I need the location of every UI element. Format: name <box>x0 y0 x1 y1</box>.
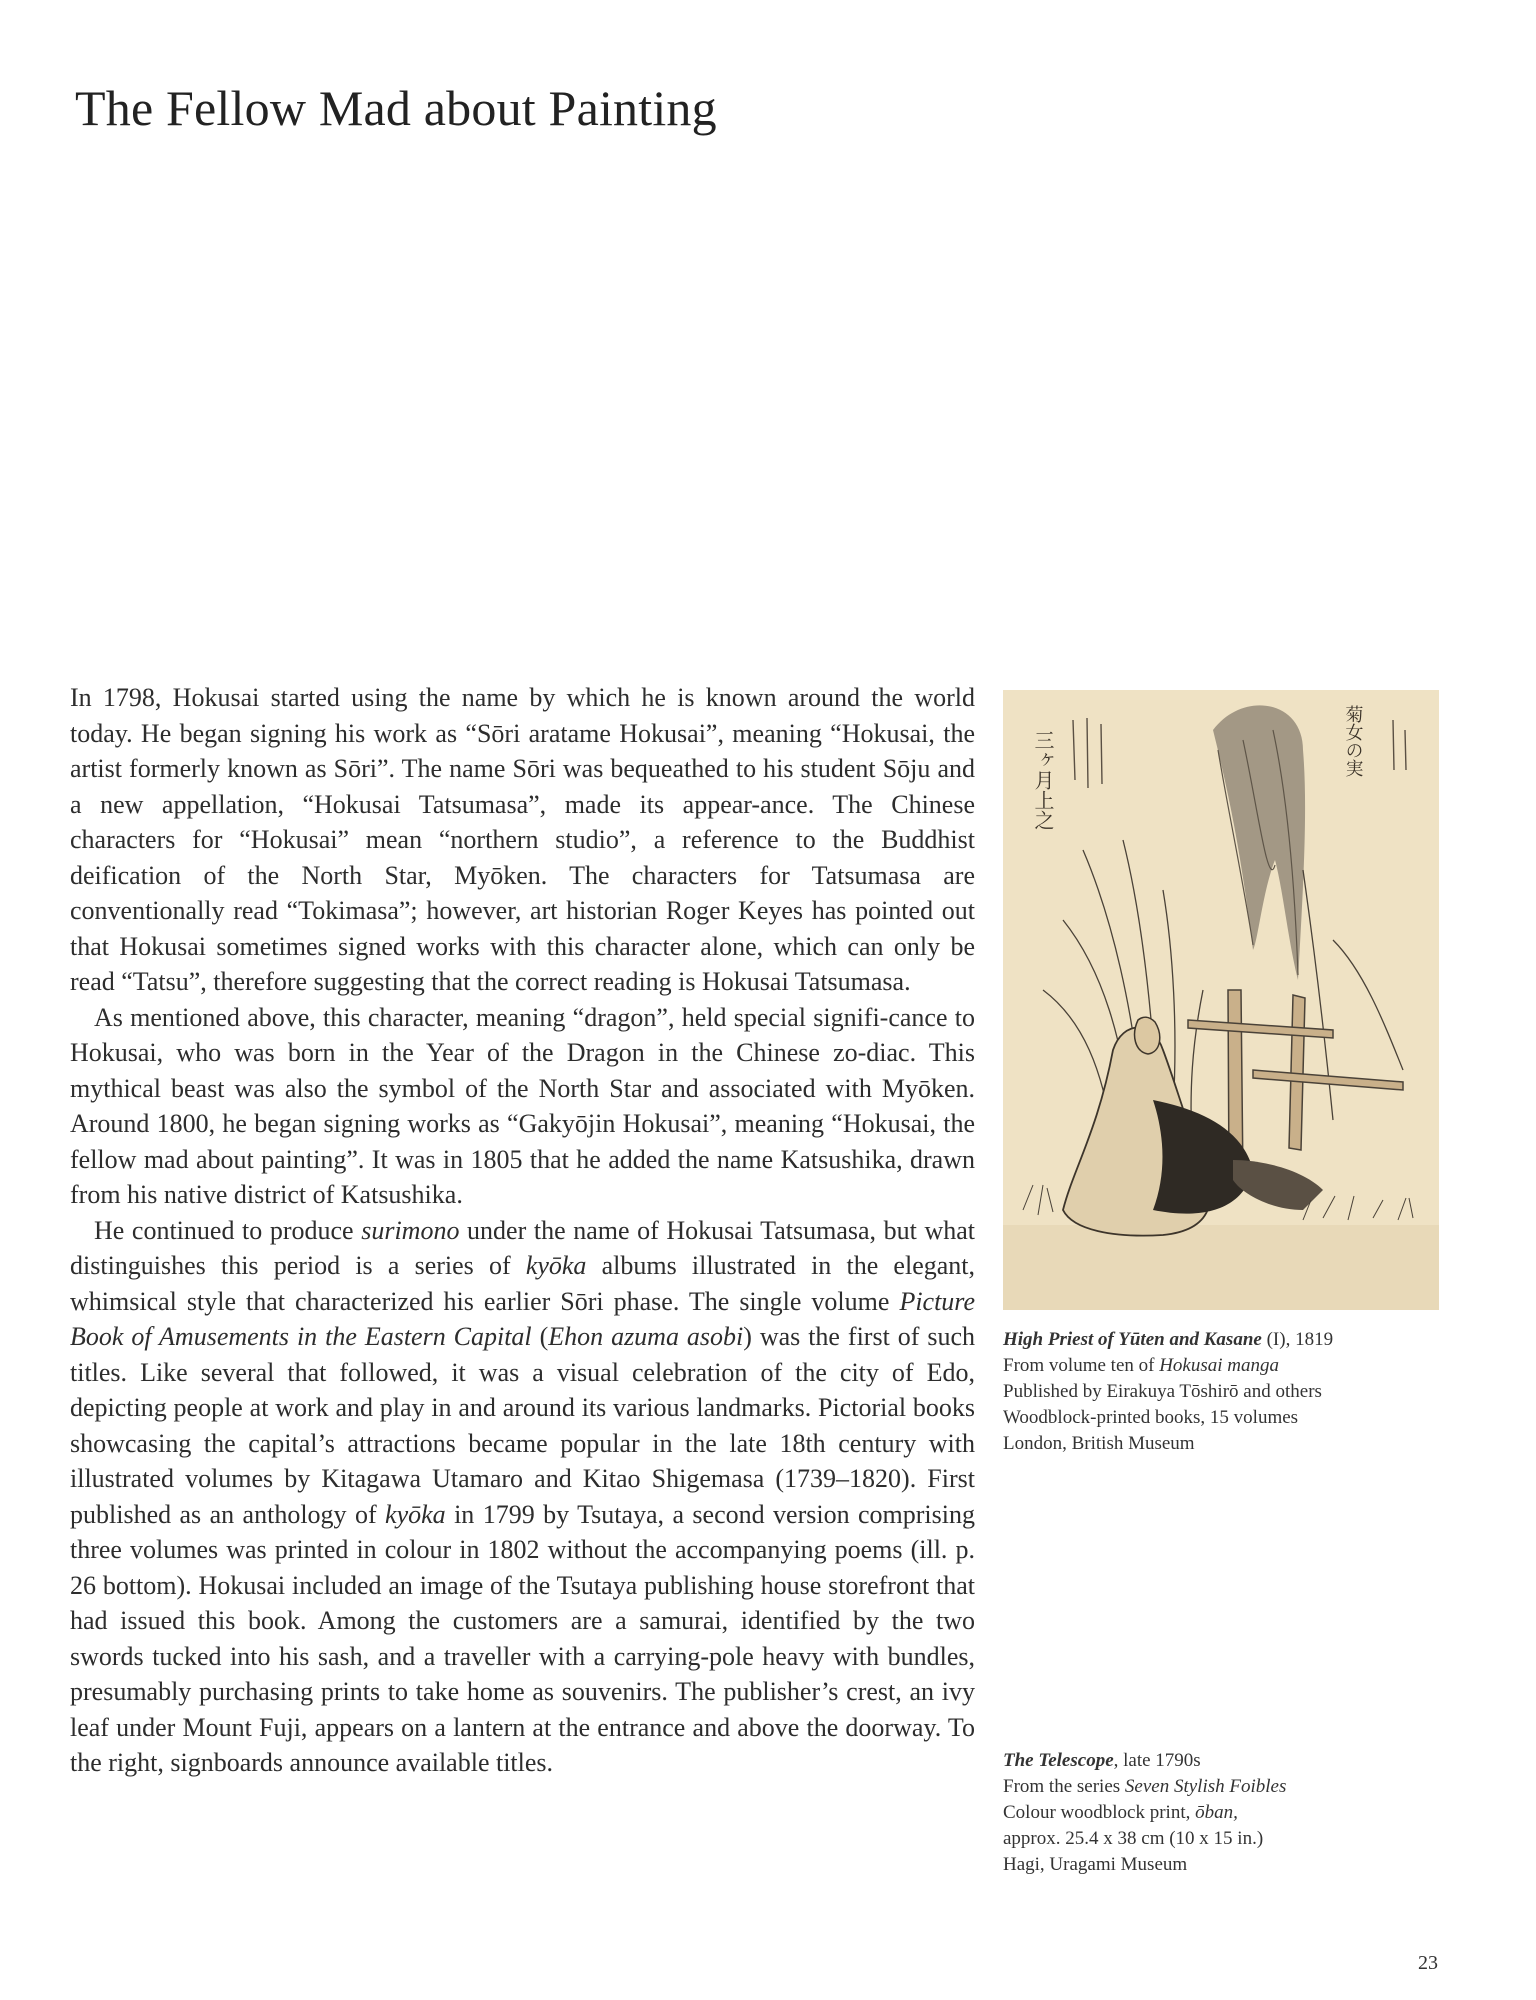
paragraph-3-italic: Ehon azuma asobi <box>548 1322 744 1351</box>
paragraph-3-italic: kyōka <box>525 1251 587 1280</box>
body-text <box>70 680 975 1781</box>
page-number: 23 <box>1418 1952 1438 1974</box>
caption-high-priest <box>1003 1327 1443 1457</box>
caption-date: (I), 1819 <box>1261 1329 1334 1350</box>
caption-medium-line <box>1003 1800 1443 1826</box>
caption-italic: ōban, <box>1195 1802 1238 1823</box>
caption-dimensions: approx. 25.4 x 38 cm (10 x 15 in.) <box>1003 1828 1264 1849</box>
page-title: The Fellow Mad about Painting <box>75 80 717 136</box>
caption-text: From volume ten of <box>1003 1355 1160 1376</box>
caption-collection: London, British Museum <box>1003 1433 1195 1454</box>
caption-publisher: Published by Eirakuya Tōshirō and others <box>1003 1381 1322 1402</box>
caption-text: From the series <box>1003 1776 1125 1797</box>
inscription-right: 菊女の実 <box>1342 705 1364 777</box>
caption-series-line <box>1003 1774 1443 1800</box>
caption-title-line <box>1003 1327 1443 1353</box>
caption-collection: Hagi, Uragami Museum <box>1003 1854 1188 1875</box>
paragraph-1: In 1798, Hokusai started using the name by which he is known around the world today. He began signing his work as “Sōri aratame Hokusai”, meaning “Hokusai, the artist formerly known as Sōri”. The name Sōri was bequeathed to his student Sōju and a new appellation, “Hokusai Tatsumasa”, made its appear-ance. The Chinese characters for “Hokusai” mean “northern studio”, a reference to the Buddhist deification of the North Star, Myōken. The characters for Tatsumasa are conventionally read “Tokimasa”; however, art historian Roger Keyes has pointed out that Hokusai sometimes signed works with this character alone, which can only be read “Tatsu”, therefore suggesting that the correct reading is Hokusai Tatsumasa. <box>70 683 975 996</box>
paragraph-2: As mentioned above, this character, meaning “dragon”, held special signifi-cance to Hokusai, who was born in the Year of the Dragon in the Chinese zo-diac. This mythical beast was also the symbol of the North Star and associated with Myōken. Around 1800, he began signing works as “Gakyōjin Hokusai”, meaning “Hokusai, the fellow mad about painting”. It was in 1805 that he added the name Katsushika, drawn from his native district of Katsushika. <box>70 1002 975 1209</box>
caption-text: Colour woodblock print, <box>1003 1802 1196 1823</box>
caption-title: The Telescope <box>1003 1750 1114 1771</box>
paragraph-3 <box>70 1213 975 1781</box>
caption-title: High Priest of Yūten and Kasane <box>1003 1329 1262 1350</box>
paragraph-3-text: ) was the first of such titles. Like several that followed, it was a visual celebration of the city of Edo, depicting people at work and play in and around its various landmarks. Pictorial books showcasing the capital’s attractions became popular in the late 18th century with illustrated volumes by Kitagawa Utamaro and Kitao Shigemasa (1739–1820). First published as an anthology of <box>70 1322 975 1529</box>
caption-medium: Woodblock-printed books, 15 volumes <box>1003 1407 1299 1428</box>
paragraph-3-text: albums illustrated in the elegant, whimsical style that characterized his earlier Sōri phase. The single volume <box>70 1251 975 1316</box>
priest-head <box>1135 1017 1160 1054</box>
woodblock-illustration <box>1003 690 1439 1310</box>
paragraph-3-italic: kyōka <box>385 1499 446 1529</box>
figure-high-priest-illustration <box>1003 690 1439 1310</box>
paragraph-3-text: in 1799 by Tsutaya, a second version comprising three volumes was printed in colour in 1802 without the accompanying poems (ill. p. 26 bottom). Hokusai included an image of the Tsutaya publishing house storefront that had issued this book. Among the customers are a samurai, identified by the two swords tucked into his sash, and a traveller with a carrying-pole heavy with bundles, presumably purchasing prints to take home as souvenirs. The publisher’s crest, an ivy leaf under Mount Fuji, appears on a lantern at the entrance and above the doorway. To the right, signboards announce available titles. <box>70 1499 975 1777</box>
caption-italic: Hokusai manga <box>1159 1355 1280 1376</box>
caption-source-line <box>1003 1353 1443 1379</box>
paragraph-3-text: ( <box>531 1322 549 1351</box>
paragraph-3-text: He continued to produce <box>94 1215 362 1245</box>
caption-title-line <box>1003 1748 1443 1774</box>
caption-telescope <box>1003 1748 1443 1878</box>
paragraph-3-text: under the name of Hokusai Tatsumasa, but what distinguishes this period is a series of <box>70 1215 975 1280</box>
paragraph-3-italic: surimono <box>361 1215 460 1245</box>
inscription-left: 三ヶ月上之 <box>1031 730 1055 830</box>
paragraph-3-italic: Picture Book of Amusements in the Eastern Capital <box>70 1286 975 1351</box>
caption-date: , late 1790s <box>1113 1750 1201 1771</box>
caption-italic: Seven Stylish Foibles <box>1124 1776 1287 1797</box>
